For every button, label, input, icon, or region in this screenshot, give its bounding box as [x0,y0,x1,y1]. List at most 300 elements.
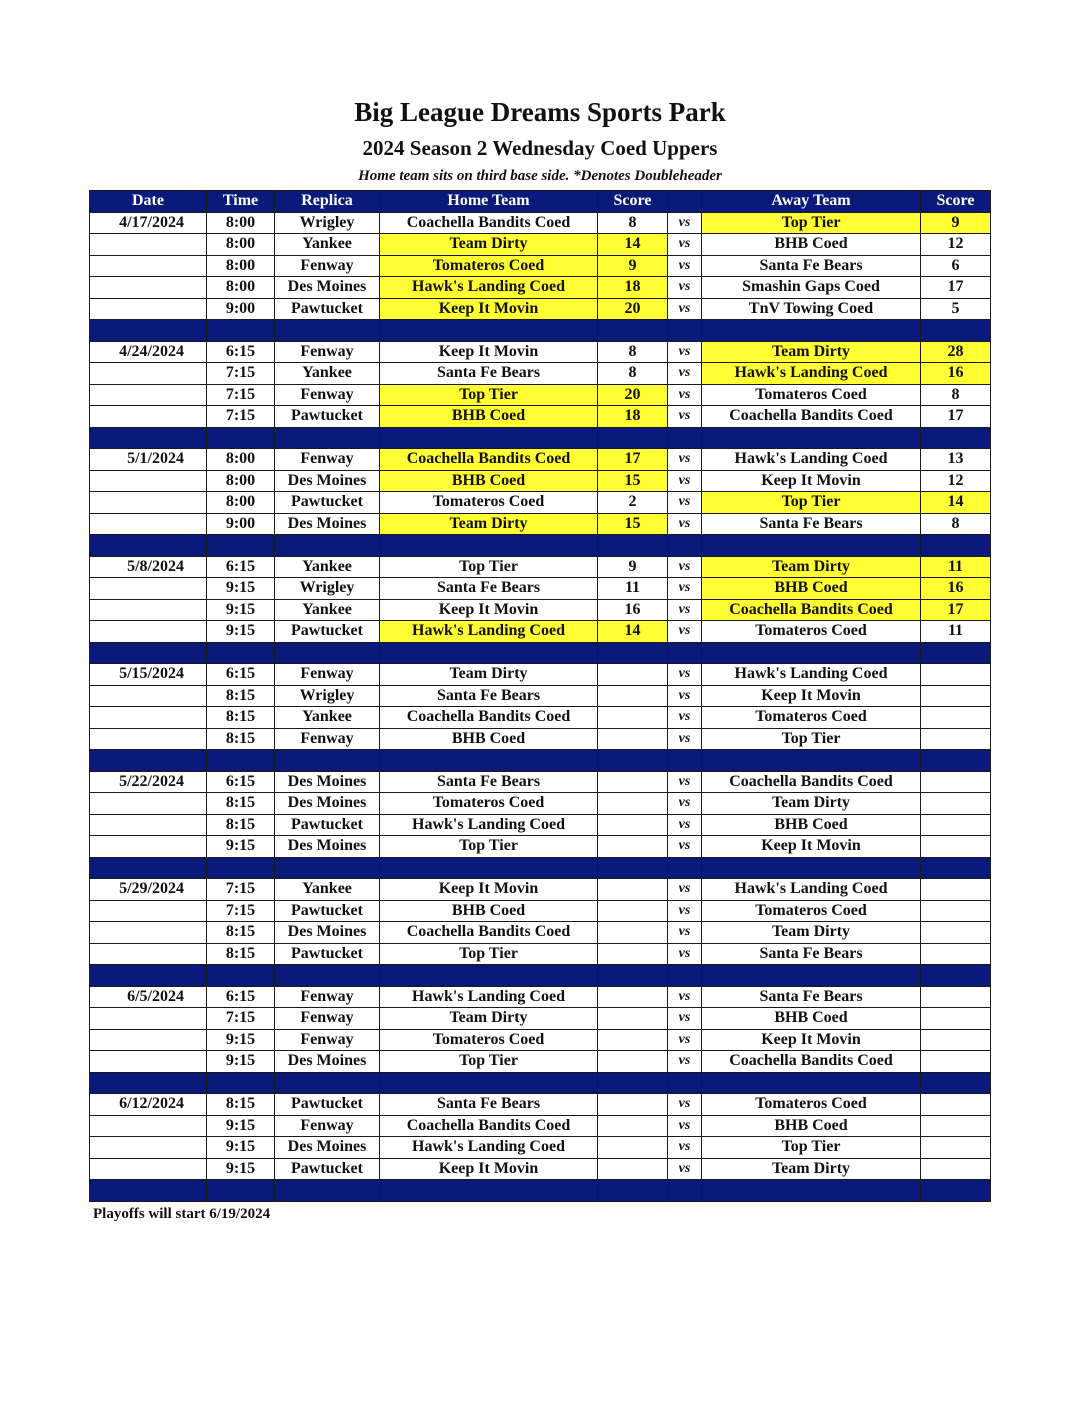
game-row [90,793,991,815]
game-date [90,255,207,277]
separator-cell [702,857,921,879]
separator-cell [90,427,207,449]
away-team: Santa Fe Bears [702,255,921,277]
away-team: Team Dirty [702,556,921,578]
home-score [598,728,668,750]
home-team: Top Tier [380,943,598,965]
away-score [921,1094,991,1116]
game-row [90,470,991,492]
game-date [90,1137,207,1159]
vs-label: vs [668,1137,702,1159]
away-score [921,879,991,901]
game-replica: Des Moines [275,793,380,815]
game-replica: Des Moines [275,470,380,492]
game-replica: Wrigley [275,578,380,600]
schedule-table [89,190,991,1202]
separator-cell [275,642,380,664]
game-date: 5/29/2024 [90,879,207,901]
away-score: 12 [921,234,991,256]
away-score [921,1115,991,1137]
separator-cell [668,535,702,557]
game-date [90,1029,207,1051]
separator-cell [702,1072,921,1094]
game-row [90,664,991,686]
game-row [90,1115,991,1137]
away-team: Team Dirty [702,793,921,815]
game-date: 4/17/2024 [90,212,207,234]
schedule-note: Home team sits on third base side. *Denotes Doubleheader [358,168,722,184]
away-score: 9 [921,212,991,234]
away-score [921,664,991,686]
separator-cell [275,320,380,342]
game-row [90,1029,991,1051]
game-date [90,470,207,492]
game-replica: Fenway [275,664,380,686]
home-score [598,814,668,836]
vs-label: vs [668,513,702,535]
game-replica: Fenway [275,1029,380,1051]
home-score [598,793,668,815]
game-row [90,814,991,836]
away-score: 12 [921,470,991,492]
game-time: 8:00 [207,470,275,492]
away-team: Tomateros Coed [702,384,921,406]
away-score [921,814,991,836]
separator-cell [380,1072,598,1094]
game-time: 8:00 [207,449,275,471]
separator-cell [598,427,668,449]
home-team: Santa Fe Bears [380,578,598,600]
game-replica: Pawtucket [275,298,380,320]
week-separator [90,535,991,557]
separator-cell [207,427,275,449]
game-date [90,406,207,428]
separator-cell [90,535,207,557]
game-row [90,363,991,385]
away-score: 17 [921,599,991,621]
home-team: Top Tier [380,1051,598,1073]
separator-cell [207,1072,275,1094]
vs-label: vs [668,255,702,277]
separator-cell [207,750,275,772]
game-date [90,836,207,858]
separator-cell [668,320,702,342]
away-score [921,771,991,793]
home-score: 2 [598,492,668,514]
game-time: 7:15 [207,363,275,385]
home-score [598,707,668,729]
game-replica: Fenway [275,384,380,406]
separator-cell [921,320,991,342]
away-team: Coachella Bandits Coed [702,599,921,621]
vs-label: vs [668,234,702,256]
away-score [921,793,991,815]
game-time: 8:00 [207,277,275,299]
game-date [90,685,207,707]
game-time: 7:15 [207,879,275,901]
game-replica: Yankee [275,234,380,256]
away-team: Team Dirty [702,341,921,363]
header-home-team: Home Team [380,191,598,213]
vs-label: vs [668,707,702,729]
game-time: 8:00 [207,255,275,277]
week-separator [90,1180,991,1202]
game-date [90,900,207,922]
game-time: 8:15 [207,1094,275,1116]
header-away-score: Score [921,191,991,213]
separator-cell [921,1180,991,1202]
game-replica: Pawtucket [275,406,380,428]
away-team: Hawk's Landing Coed [702,664,921,686]
separator-cell [275,750,380,772]
game-time: 9:15 [207,1115,275,1137]
home-team: Hawk's Landing Coed [380,1137,598,1159]
away-score: 17 [921,406,991,428]
separator-cell [702,750,921,772]
game-time: 7:15 [207,384,275,406]
game-row [90,771,991,793]
game-date: 5/22/2024 [90,771,207,793]
game-replica: Pawtucket [275,1094,380,1116]
game-replica: Pawtucket [275,1158,380,1180]
home-team: BHB Coed [380,406,598,428]
game-time: 8:15 [207,728,275,750]
separator-cell [598,320,668,342]
away-score: 5 [921,298,991,320]
game-row [90,492,991,514]
game-time: 6:15 [207,771,275,793]
separator-cell [380,320,598,342]
home-score: 9 [598,255,668,277]
game-date: 5/15/2024 [90,664,207,686]
week-separator [90,750,991,772]
game-time: 8:15 [207,943,275,965]
separator-cell [275,427,380,449]
home-score [598,771,668,793]
game-row [90,1008,991,1030]
home-score: 9 [598,556,668,578]
game-replica: Des Moines [275,836,380,858]
vs-label: vs [668,793,702,815]
separator-cell [702,642,921,664]
away-score: 13 [921,449,991,471]
vs-label: vs [668,1094,702,1116]
home-team: Santa Fe Bears [380,685,598,707]
away-team: Keep It Movin [702,685,921,707]
home-score [598,986,668,1008]
away-team: Team Dirty [702,922,921,944]
game-replica: Des Moines [275,922,380,944]
vs-label: vs [668,406,702,428]
game-row [90,578,991,600]
home-team: Coachella Bandits Coed [380,922,598,944]
away-team: Coachella Bandits Coed [702,771,921,793]
away-score [921,900,991,922]
separator-cell [90,965,207,987]
game-replica: Fenway [275,728,380,750]
vs-label: vs [668,212,702,234]
game-row [90,449,991,471]
vs-label: vs [668,341,702,363]
game-date: 5/1/2024 [90,449,207,471]
game-row [90,836,991,858]
away-score: 11 [921,556,991,578]
vs-label: vs [668,492,702,514]
week-separator [90,427,991,449]
game-date [90,728,207,750]
game-replica: Wrigley [275,212,380,234]
game-replica: Yankee [275,363,380,385]
separator-cell [598,965,668,987]
game-row [90,1051,991,1073]
away-score [921,1029,991,1051]
game-row [90,900,991,922]
home-score [598,1158,668,1180]
game-date [90,793,207,815]
game-time: 9:15 [207,578,275,600]
game-time: 6:15 [207,341,275,363]
home-team: Team Dirty [380,1008,598,1030]
game-date [90,814,207,836]
game-replica: Pawtucket [275,492,380,514]
page-subtitle: 2024 Season 2 Wednesday Coed Uppers [362,136,718,160]
away-score [921,1051,991,1073]
week-separator [90,320,991,342]
game-date [90,492,207,514]
separator-cell [668,1072,702,1094]
separator-cell [275,857,380,879]
home-team: Top Tier [380,556,598,578]
header-time: Time [207,191,275,213]
game-time: 8:15 [207,922,275,944]
game-row [90,707,991,729]
game-replica: Wrigley [275,685,380,707]
away-team: Keep It Movin [702,836,921,858]
separator-cell [668,857,702,879]
separator-cell [380,750,598,772]
home-team: Santa Fe Bears [380,1094,598,1116]
separator-cell [702,965,921,987]
away-team: Top Tier [702,212,921,234]
game-time: 9:00 [207,513,275,535]
separator-cell [207,320,275,342]
game-row [90,621,991,643]
vs-label: vs [668,621,702,643]
away-team: Tomateros Coed [702,900,921,922]
separator-cell [90,750,207,772]
week-separator [90,857,991,879]
game-row [90,298,991,320]
home-team: Top Tier [380,836,598,858]
home-team: Hawk's Landing Coed [380,621,598,643]
away-score: 11 [921,621,991,643]
game-row [90,922,991,944]
away-score: 8 [921,513,991,535]
separator-cell [207,642,275,664]
game-date [90,1051,207,1073]
game-row [90,277,991,299]
vs-label: vs [668,685,702,707]
game-time: 8:15 [207,793,275,815]
home-team: Team Dirty [380,513,598,535]
away-team: BHB Coed [702,1115,921,1137]
game-date [90,1158,207,1180]
away-team: TnV Towing Coed [702,298,921,320]
vs-label: vs [668,363,702,385]
separator-cell [598,857,668,879]
header-date: Date [90,191,207,213]
vs-label: vs [668,298,702,320]
game-time: 7:15 [207,406,275,428]
vs-label: vs [668,277,702,299]
home-score [598,1029,668,1051]
away-team: Hawk's Landing Coed [702,879,921,901]
vs-label: vs [668,1008,702,1030]
vs-label: vs [668,1051,702,1073]
separator-cell [380,642,598,664]
home-team: BHB Coed [380,470,598,492]
game-date: 5/8/2024 [90,556,207,578]
home-score [598,922,668,944]
separator-cell [921,750,991,772]
separator-cell [598,750,668,772]
home-team: Top Tier [380,384,598,406]
home-team: Santa Fe Bears [380,363,598,385]
game-replica: Des Moines [275,277,380,299]
game-time: 9:15 [207,1029,275,1051]
home-team: Tomateros Coed [380,492,598,514]
away-team: Keep It Movin [702,1029,921,1051]
game-time: 8:15 [207,707,275,729]
home-score: 18 [598,277,668,299]
separator-cell [207,535,275,557]
away-score [921,707,991,729]
separator-cell [207,1180,275,1202]
home-score [598,943,668,965]
away-score [921,836,991,858]
vs-label: vs [668,879,702,901]
game-time: 8:00 [207,492,275,514]
game-time: 7:15 [207,1008,275,1030]
home-score: 15 [598,470,668,492]
week-separator [90,1072,991,1094]
separator-cell [668,750,702,772]
game-time: 9:00 [207,298,275,320]
away-team: Smashin Gaps Coed [702,277,921,299]
game-date [90,363,207,385]
vs-label: vs [668,814,702,836]
game-time: 8:15 [207,814,275,836]
header-home-score: Score [598,191,668,213]
home-score: 8 [598,212,668,234]
separator-cell [921,427,991,449]
home-team: Keep It Movin [380,298,598,320]
away-team: BHB Coed [702,234,921,256]
game-replica: Yankee [275,879,380,901]
game-row [90,943,991,965]
separator-cell [921,642,991,664]
away-team: Tomateros Coed [702,621,921,643]
game-date [90,578,207,600]
away-score [921,1137,991,1159]
away-team: BHB Coed [702,578,921,600]
away-team: Santa Fe Bears [702,986,921,1008]
home-score: 18 [598,406,668,428]
away-score [921,986,991,1008]
home-score [598,685,668,707]
vs-label: vs [668,1158,702,1180]
game-time: 9:15 [207,1051,275,1073]
separator-cell [668,642,702,664]
game-date [90,1115,207,1137]
home-team: Keep It Movin [380,1158,598,1180]
separator-cell [668,1180,702,1202]
header-away-team: Away Team [702,191,921,213]
game-date [90,384,207,406]
home-team: Coachella Bandits Coed [380,707,598,729]
home-score [598,836,668,858]
away-score [921,922,991,944]
separator-cell [380,965,598,987]
game-replica: Des Moines [275,1137,380,1159]
vs-label: vs [668,986,702,1008]
home-score: 8 [598,363,668,385]
away-team: Coachella Bandits Coed [702,406,921,428]
home-team: Team Dirty [380,664,598,686]
vs-label: vs [668,449,702,471]
game-date [90,943,207,965]
home-score [598,1115,668,1137]
game-time: 8:00 [207,234,275,256]
game-replica: Des Moines [275,513,380,535]
vs-label: vs [668,470,702,492]
game-row [90,1158,991,1180]
home-team: Hawk's Landing Coed [380,814,598,836]
separator-cell [702,535,921,557]
away-score [921,728,991,750]
game-time: 9:15 [207,1158,275,1180]
separator-cell [90,857,207,879]
separator-cell [668,427,702,449]
game-date [90,707,207,729]
home-team: Team Dirty [380,234,598,256]
home-score: 15 [598,513,668,535]
separator-cell [598,1180,668,1202]
separator-cell [90,1180,207,1202]
home-score: 17 [598,449,668,471]
game-time: 8:15 [207,685,275,707]
away-team: Team Dirty [702,1158,921,1180]
separator-cell [275,1180,380,1202]
away-team: Tomateros Coed [702,1094,921,1116]
home-team: Keep It Movin [380,879,598,901]
away-team: Hawk's Landing Coed [702,449,921,471]
home-score: 20 [598,298,668,320]
game-replica: Fenway [275,1008,380,1030]
game-date [90,234,207,256]
away-team: Tomateros Coed [702,707,921,729]
game-date: 6/12/2024 [90,1094,207,1116]
game-date: 4/24/2024 [90,341,207,363]
vs-label: vs [668,1029,702,1051]
separator-cell [598,1072,668,1094]
game-row [90,728,991,750]
game-row [90,685,991,707]
separator-cell [702,1180,921,1202]
home-score: 14 [598,621,668,643]
home-score [598,1094,668,1116]
game-time: 9:15 [207,1137,275,1159]
